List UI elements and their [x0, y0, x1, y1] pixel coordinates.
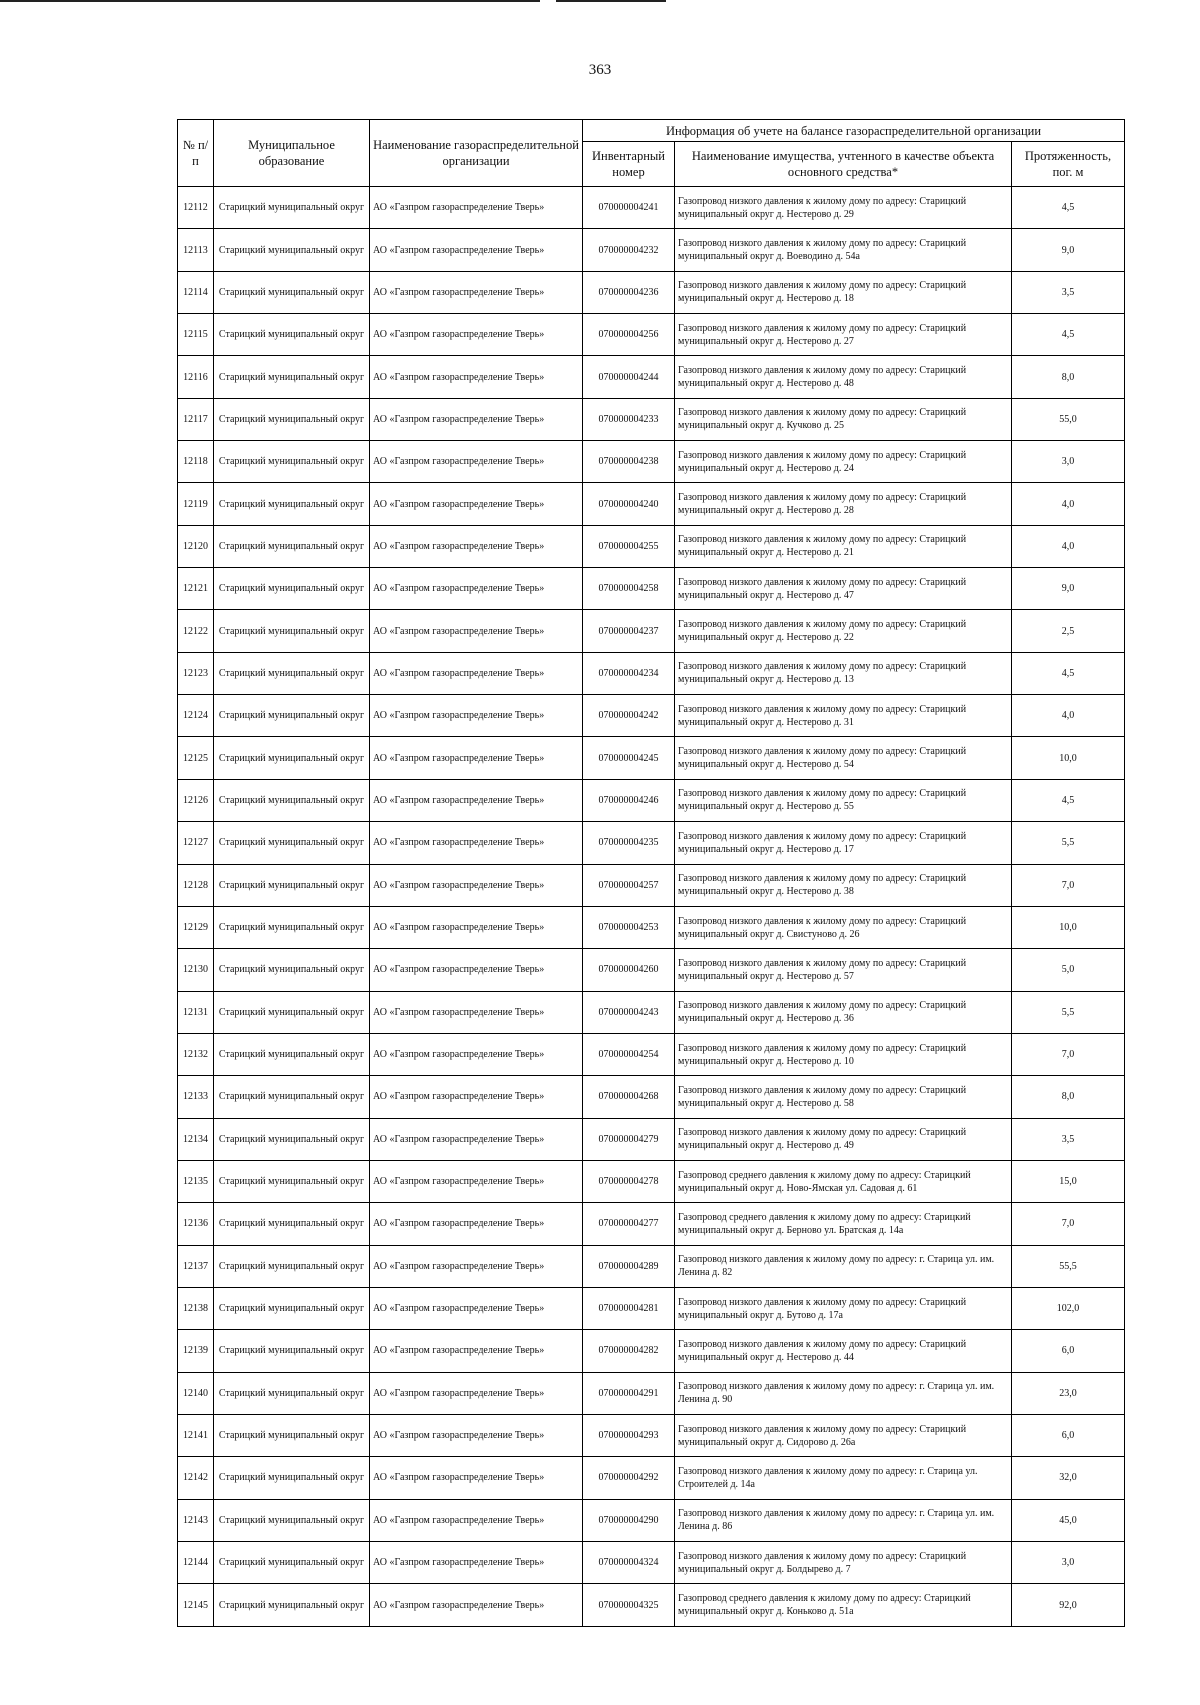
municipality-cell: Старицкий муниципальный округ [214, 1414, 370, 1456]
organization-cell: АО «Газпром газораспределение Тверь» [370, 991, 583, 1033]
table-row [178, 1033, 1125, 1075]
header-length: Протяженность, пог. м [1012, 142, 1125, 187]
municipality-cell: Старицкий муниципальный округ [214, 779, 370, 821]
inventory-number-cell: 070000004246 [583, 779, 675, 821]
municipality-cell: Старицкий муниципальный округ [214, 1076, 370, 1118]
municipality-cell: Старицкий муниципальный округ [214, 568, 370, 610]
organization-cell: АО «Газпром газораспределение Тверь» [370, 906, 583, 948]
table-row [178, 1203, 1125, 1245]
header-municipality: Муниципальное образование [214, 120, 370, 187]
inventory-number-cell: 070000004277 [583, 1203, 675, 1245]
top-border-line [556, 0, 666, 2]
length-cell: 5,5 [1012, 822, 1125, 864]
organization-cell: АО «Газпром газораспределение Тверь» [370, 652, 583, 694]
table-row [178, 229, 1125, 271]
municipality-cell: Старицкий муниципальный округ [214, 949, 370, 991]
asset-name-cell: Газопровод низкого давления к жилому дому по адресу: Старицкий муниципальный округ д. Нестерово д. 31 [675, 695, 1012, 737]
table-row [178, 1372, 1125, 1414]
municipality-cell: Старицкий муниципальный округ [214, 314, 370, 356]
row-number: 12115 [178, 314, 214, 356]
length-cell: 5,0 [1012, 949, 1125, 991]
organization-cell: АО «Газпром газораспределение Тверь» [370, 187, 583, 229]
organization-cell: АО «Газпром газораспределение Тверь» [370, 1118, 583, 1160]
municipality-cell: Старицкий муниципальный округ [214, 525, 370, 567]
asset-name-cell: Газопровод низкого давления к жилому дому по адресу: г. Старица ул. Строителей д. 14а [675, 1457, 1012, 1499]
organization-cell: АО «Газпром газораспределение Тверь» [370, 822, 583, 864]
length-cell: 92,0 [1012, 1584, 1125, 1626]
row-number: 12121 [178, 568, 214, 610]
row-number: 12145 [178, 1584, 214, 1626]
inventory-number-cell: 070000004258 [583, 568, 675, 610]
organization-cell: АО «Газпром газораспределение Тверь» [370, 1372, 583, 1414]
row-number: 12117 [178, 398, 214, 440]
length-cell: 7,0 [1012, 1033, 1125, 1075]
row-number: 12142 [178, 1457, 214, 1499]
municipality-cell: Старицкий муниципальный округ [214, 991, 370, 1033]
organization-cell: АО «Газпром газораспределение Тверь» [370, 864, 583, 906]
asset-name-cell: Газопровод низкого давления к жилому дому по адресу: Старицкий муниципальный округ д. Нестерово д. 17 [675, 822, 1012, 864]
length-cell: 55,0 [1012, 398, 1125, 440]
length-cell: 8,0 [1012, 356, 1125, 398]
organization-cell: АО «Газпром газораспределение Тверь» [370, 441, 583, 483]
inventory-number-cell: 070000004240 [583, 483, 675, 525]
organization-cell: АО «Газпром газораспределение Тверь» [370, 271, 583, 313]
asset-name-cell: Газопровод низкого давления к жилому дому по адресу: Старицкий муниципальный округ д. Нестерово д. 13 [675, 652, 1012, 694]
asset-name-cell: Газопровод низкого давления к жилому дому по адресу: Старицкий муниципальный округ д. Нестерово д. 22 [675, 610, 1012, 652]
row-number: 12132 [178, 1033, 214, 1075]
asset-register-table [177, 119, 1125, 1627]
inventory-number-cell: 070000004244 [583, 356, 675, 398]
asset-name-cell: Газопровод низкого давления к жилому дому по адресу: Старицкий муниципальный округ д. Свистуново д. 26 [675, 906, 1012, 948]
inventory-number-cell: 070000004234 [583, 652, 675, 694]
length-cell: 102,0 [1012, 1287, 1125, 1329]
row-number: 12125 [178, 737, 214, 779]
table-row [178, 568, 1125, 610]
municipality-cell: Старицкий муниципальный округ [214, 1542, 370, 1584]
inventory-number-cell: 070000004290 [583, 1499, 675, 1541]
row-number: 12138 [178, 1287, 214, 1329]
inventory-number-cell: 070000004281 [583, 1287, 675, 1329]
organization-cell: АО «Газпром газораспределение Тверь» [370, 229, 583, 271]
table-row [178, 525, 1125, 567]
municipality-cell: Старицкий муниципальный округ [214, 864, 370, 906]
table-row [178, 1076, 1125, 1118]
row-number: 12143 [178, 1499, 214, 1541]
header-org: Наименование газораспределительной организации [370, 120, 583, 187]
table-row [178, 314, 1125, 356]
table-row [178, 398, 1125, 440]
length-cell: 4,0 [1012, 695, 1125, 737]
row-number: 12129 [178, 906, 214, 948]
length-cell: 4,0 [1012, 525, 1125, 567]
inventory-number-cell: 070000004278 [583, 1160, 675, 1202]
table-row [178, 483, 1125, 525]
table-row [178, 1499, 1125, 1541]
municipality-cell: Старицкий муниципальный округ [214, 1245, 370, 1287]
inventory-number-cell: 070000004291 [583, 1372, 675, 1414]
municipality-cell: Старицкий муниципальный округ [214, 1499, 370, 1541]
asset-name-cell: Газопровод низкого давления к жилому дому по адресу: г. Старица ул. им. Ленина д. 82 [675, 1245, 1012, 1287]
organization-cell: АО «Газпром газораспределение Тверь» [370, 695, 583, 737]
inventory-number-cell: 070000004256 [583, 314, 675, 356]
municipality-cell: Старицкий муниципальный округ [214, 1457, 370, 1499]
municipality-cell: Старицкий муниципальный округ [214, 271, 370, 313]
asset-name-cell: Газопровод низкого давления к жилому дому по адресу: Старицкий муниципальный округ д. Нестерово д. 55 [675, 779, 1012, 821]
row-number: 12130 [178, 949, 214, 991]
municipality-cell: Старицкий муниципальный округ [214, 483, 370, 525]
length-cell: 8,0 [1012, 1076, 1125, 1118]
header-balance-info: Информация об учете на балансе газораспределительной организации [583, 120, 1125, 142]
header-num: № п/п [178, 120, 214, 187]
table-row [178, 1330, 1125, 1372]
row-number: 12144 [178, 1542, 214, 1584]
asset-name-cell: Газопровод низкого давления к жилому дому по адресу: Старицкий муниципальный округ д. Нестерово д. 29 [675, 187, 1012, 229]
inventory-number-cell: 070000004232 [583, 229, 675, 271]
inventory-number-cell: 070000004268 [583, 1076, 675, 1118]
row-number: 12114 [178, 271, 214, 313]
asset-name-cell: Газопровод среднего давления к жилому дому по адресу: Старицкий муниципальный округ д. Ново-Ямская ул. Садовая д. 61 [675, 1160, 1012, 1202]
organization-cell: АО «Газпром газораспределение Тверь» [370, 1033, 583, 1075]
organization-cell: АО «Газпром газораспределение Тверь» [370, 1584, 583, 1626]
inventory-number-cell: 070000004289 [583, 1245, 675, 1287]
table-row [178, 906, 1125, 948]
row-number: 12123 [178, 652, 214, 694]
table-row [178, 1245, 1125, 1287]
row-number: 12137 [178, 1245, 214, 1287]
inventory-number-cell: 070000004242 [583, 695, 675, 737]
municipality-cell: Старицкий муниципальный округ [214, 1203, 370, 1245]
municipality-cell: Старицкий муниципальный округ [214, 1584, 370, 1626]
table-row [178, 187, 1125, 229]
length-cell: 3,0 [1012, 1542, 1125, 1584]
municipality-cell: Старицкий муниципальный округ [214, 441, 370, 483]
asset-name-cell: Газопровод низкого давления к жилому дому по адресу: Старицкий муниципальный округ д. Сидорово д. 26а [675, 1414, 1012, 1456]
asset-name-cell: Газопровод низкого давления к жилому дому по адресу: Старицкий муниципальный округ д. Нестерово д. 49 [675, 1118, 1012, 1160]
asset-name-cell: Газопровод низкого давления к жилому дому по адресу: Старицкий муниципальный округ д. Нестерово д. 47 [675, 568, 1012, 610]
inventory-number-cell: 070000004279 [583, 1118, 675, 1160]
length-cell: 10,0 [1012, 906, 1125, 948]
inventory-number-cell: 070000004238 [583, 441, 675, 483]
page-number: 363 [588, 62, 612, 78]
municipality-cell: Старицкий муниципальный округ [214, 1033, 370, 1075]
inventory-number-cell: 070000004235 [583, 822, 675, 864]
table-row [178, 1160, 1125, 1202]
inventory-number-cell: 070000004260 [583, 949, 675, 991]
table-row [178, 1457, 1125, 1499]
asset-name-cell: Газопровод среднего давления к жилому дому по адресу: Старицкий муниципальный округ д. Коньково д. 51а [675, 1584, 1012, 1626]
asset-name-cell: Газопровод низкого давления к жилому дому по адресу: Старицкий муниципальный округ д. Нестерово д. 18 [675, 271, 1012, 313]
length-cell: 9,0 [1012, 568, 1125, 610]
organization-cell: АО «Газпром газораспределение Тверь» [370, 737, 583, 779]
length-cell: 3,0 [1012, 441, 1125, 483]
inventory-number-cell: 070000004241 [583, 187, 675, 229]
inventory-number-cell: 070000004245 [583, 737, 675, 779]
asset-name-cell: Газопровод среднего давления к жилому дому по адресу: Старицкий муниципальный округ д. Берново ул. Братская д. 14а [675, 1203, 1012, 1245]
table-row [178, 991, 1125, 1033]
asset-name-cell: Газопровод низкого давления к жилому дому по адресу: Старицкий муниципальный округ д. Нестерово д. 21 [675, 525, 1012, 567]
municipality-cell: Старицкий муниципальный округ [214, 737, 370, 779]
table-row [178, 1287, 1125, 1329]
length-cell: 7,0 [1012, 864, 1125, 906]
row-number: 12124 [178, 695, 214, 737]
length-cell: 10,0 [1012, 737, 1125, 779]
organization-cell: АО «Газпром газораспределение Тверь» [370, 1287, 583, 1329]
row-number: 12139 [178, 1330, 214, 1372]
municipality-cell: Старицкий муниципальный округ [214, 398, 370, 440]
table-row [178, 737, 1125, 779]
municipality-cell: Старицкий муниципальный округ [214, 187, 370, 229]
header-inventory-number: Инвентарный номер [583, 142, 675, 187]
row-number: 12122 [178, 610, 214, 652]
asset-name-cell: Газопровод низкого давления к жилому дому по адресу: Старицкий муниципальный округ д. Нестерово д. 57 [675, 949, 1012, 991]
asset-name-cell: Газопровод низкого давления к жилому дому по адресу: Старицкий муниципальный округ д. Нестерово д. 28 [675, 483, 1012, 525]
organization-cell: АО «Газпром газораспределение Тверь» [370, 568, 583, 610]
organization-cell: АО «Газпром газораспределение Тверь» [370, 1160, 583, 1202]
table-row [178, 1414, 1125, 1456]
length-cell: 4,0 [1012, 483, 1125, 525]
municipality-cell: Старицкий муниципальный округ [214, 610, 370, 652]
top-border-line [0, 0, 540, 2]
asset-name-cell: Газопровод низкого давления к жилому дому по адресу: Старицкий муниципальный округ д. Кучково д. 25 [675, 398, 1012, 440]
municipality-cell: Старицкий муниципальный округ [214, 1118, 370, 1160]
row-number: 12119 [178, 483, 214, 525]
length-cell: 4,5 [1012, 779, 1125, 821]
municipality-cell: Старицкий муниципальный округ [214, 1287, 370, 1329]
table-row [178, 1118, 1125, 1160]
asset-name-cell: Газопровод низкого давления к жилому дому по адресу: Старицкий муниципальный округ д. Воеводино д. 54а [675, 229, 1012, 271]
row-number: 12118 [178, 441, 214, 483]
row-number: 12116 [178, 356, 214, 398]
organization-cell: АО «Газпром газораспределение Тверь» [370, 1499, 583, 1541]
organization-cell: АО «Газпром газораспределение Тверь» [370, 1203, 583, 1245]
asset-name-cell: Газопровод низкого давления к жилому дому по адресу: Старицкий муниципальный округ д. Нестерово д. 44 [675, 1330, 1012, 1372]
table-row [178, 271, 1125, 313]
length-cell: 23,0 [1012, 1372, 1125, 1414]
asset-name-cell: Газопровод низкого давления к жилому дому по адресу: Старицкий муниципальный округ д. Болдырево д. 7 [675, 1542, 1012, 1584]
row-number: 12112 [178, 187, 214, 229]
inventory-number-cell: 070000004293 [583, 1414, 675, 1456]
organization-cell: АО «Газпром газораспределение Тверь» [370, 314, 583, 356]
table-row [178, 1584, 1125, 1626]
municipality-cell: Старицкий муниципальный округ [214, 822, 370, 864]
inventory-number-cell: 070000004243 [583, 991, 675, 1033]
table-row [178, 779, 1125, 821]
row-number: 12126 [178, 779, 214, 821]
table-row [178, 822, 1125, 864]
row-number: 12141 [178, 1414, 214, 1456]
header-asset-name: Наименование имущества, учтенного в качестве объекта основного средства* [675, 142, 1012, 187]
inventory-number-cell: 070000004237 [583, 610, 675, 652]
inventory-number-cell: 070000004325 [583, 1584, 675, 1626]
length-cell: 7,0 [1012, 1203, 1125, 1245]
length-cell: 15,0 [1012, 1160, 1125, 1202]
table-row [178, 949, 1125, 991]
length-cell: 4,5 [1012, 187, 1125, 229]
municipality-cell: Старицкий муниципальный округ [214, 906, 370, 948]
asset-name-cell: Газопровод низкого давления к жилому дому по адресу: Старицкий муниципальный округ д. Нестерово д. 54 [675, 737, 1012, 779]
municipality-cell: Старицкий муниципальный округ [214, 229, 370, 271]
inventory-number-cell: 070000004324 [583, 1542, 675, 1584]
length-cell: 3,5 [1012, 1118, 1125, 1160]
length-cell: 6,0 [1012, 1330, 1125, 1372]
table-row [178, 695, 1125, 737]
organization-cell: АО «Газпром газораспределение Тверь» [370, 1245, 583, 1287]
asset-name-cell: Газопровод низкого давления к жилому дому по адресу: Старицкий муниципальный округ д. Нестерово д. 38 [675, 864, 1012, 906]
municipality-cell: Старицкий муниципальный округ [214, 356, 370, 398]
row-number: 12133 [178, 1076, 214, 1118]
asset-name-cell: Газопровод низкого давления к жилому дому по адресу: Старицкий муниципальный округ д. Нестерово д. 58 [675, 1076, 1012, 1118]
row-number: 12127 [178, 822, 214, 864]
organization-cell: АО «Газпром газораспределение Тверь» [370, 356, 583, 398]
asset-name-cell: Газопровод низкого давления к жилому дому по адресу: г. Старица ул. им. Ленина д. 90 [675, 1372, 1012, 1414]
length-cell: 55,5 [1012, 1245, 1125, 1287]
length-cell: 4,5 [1012, 652, 1125, 694]
inventory-number-cell: 070000004236 [583, 271, 675, 313]
municipality-cell: Старицкий муниципальный округ [214, 652, 370, 694]
row-number: 12134 [178, 1118, 214, 1160]
table-row [178, 610, 1125, 652]
organization-cell: АО «Газпром газораспределение Тверь» [370, 1542, 583, 1584]
row-number: 12140 [178, 1372, 214, 1414]
table-row [178, 864, 1125, 906]
municipality-cell: Старицкий муниципальный округ [214, 1372, 370, 1414]
table-row [178, 441, 1125, 483]
length-cell: 5,5 [1012, 991, 1125, 1033]
inventory-number-cell: 070000004282 [583, 1330, 675, 1372]
asset-name-cell: Газопровод низкого давления к жилому дому по адресу: Старицкий муниципальный округ д. Бутово д. 17а [675, 1287, 1012, 1329]
row-number: 12113 [178, 229, 214, 271]
organization-cell: АО «Газпром газораспределение Тверь» [370, 483, 583, 525]
row-number: 12120 [178, 525, 214, 567]
inventory-number-cell: 070000004254 [583, 1033, 675, 1075]
asset-name-cell: Газопровод низкого давления к жилому дому по адресу: Старицкий муниципальный округ д. Нестерово д. 48 [675, 356, 1012, 398]
table-row [178, 1542, 1125, 1584]
organization-cell: АО «Газпром газораспределение Тверь» [370, 398, 583, 440]
asset-name-cell: Газопровод низкого давления к жилому дому по адресу: Старицкий муниципальный округ д. Нестерово д. 10 [675, 1033, 1012, 1075]
row-number: 12135 [178, 1160, 214, 1202]
length-cell: 2,5 [1012, 610, 1125, 652]
asset-name-cell: Газопровод низкого давления к жилому дому по адресу: Старицкий муниципальный округ д. Нестерово д. 24 [675, 441, 1012, 483]
asset-name-cell: Газопровод низкого давления к жилому дому по адресу: г. Старица ул. им. Ленина д. 86 [675, 1499, 1012, 1541]
table-row [178, 356, 1125, 398]
asset-name-cell: Газопровод низкого давления к жилому дому по адресу: Старицкий муниципальный округ д. Нестерово д. 27 [675, 314, 1012, 356]
row-number: 12128 [178, 864, 214, 906]
organization-cell: АО «Газпром газораспределение Тверь» [370, 949, 583, 991]
length-cell: 32,0 [1012, 1457, 1125, 1499]
table-body [178, 187, 1125, 1627]
inventory-number-cell: 070000004253 [583, 906, 675, 948]
row-number: 12131 [178, 991, 214, 1033]
organization-cell: АО «Газпром газораспределение Тверь» [370, 1076, 583, 1118]
organization-cell: АО «Газпром газораспределение Тверь» [370, 1457, 583, 1499]
inventory-number-cell: 070000004292 [583, 1457, 675, 1499]
organization-cell: АО «Газпром газораспределение Тверь» [370, 1330, 583, 1372]
municipality-cell: Старицкий муниципальный округ [214, 1160, 370, 1202]
table-row [178, 652, 1125, 694]
municipality-cell: Старицкий муниципальный округ [214, 695, 370, 737]
length-cell: 3,5 [1012, 271, 1125, 313]
length-cell: 6,0 [1012, 1414, 1125, 1456]
length-cell: 9,0 [1012, 229, 1125, 271]
organization-cell: АО «Газпром газораспределение Тверь» [370, 610, 583, 652]
length-cell: 45,0 [1012, 1499, 1125, 1541]
organization-cell: АО «Газпром газораспределение Тверь» [370, 779, 583, 821]
inventory-number-cell: 070000004255 [583, 525, 675, 567]
organization-cell: АО «Газпром газораспределение Тверь» [370, 1414, 583, 1456]
municipality-cell: Старицкий муниципальный округ [214, 1330, 370, 1372]
organization-cell: АО «Газпром газораспределение Тверь» [370, 525, 583, 567]
row-number: 12136 [178, 1203, 214, 1245]
asset-name-cell: Газопровод низкого давления к жилому дому по адресу: Старицкий муниципальный округ д. Нестерово д. 36 [675, 991, 1012, 1033]
length-cell: 4,5 [1012, 314, 1125, 356]
inventory-number-cell: 070000004257 [583, 864, 675, 906]
inventory-number-cell: 070000004233 [583, 398, 675, 440]
